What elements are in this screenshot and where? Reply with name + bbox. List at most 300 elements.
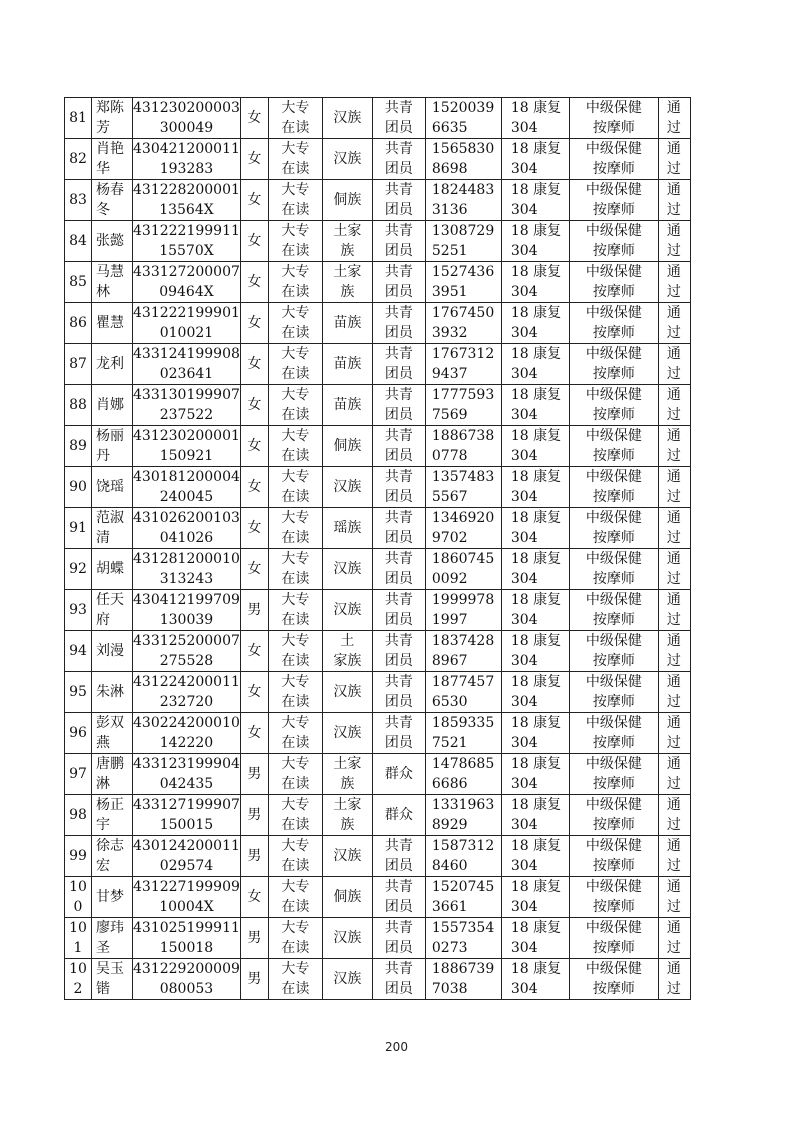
result-cell <box>658 877 690 918</box>
political-status: 共青 团员 <box>384 961 413 997</box>
student-name: 任天 府 <box>96 592 124 628</box>
class-name-cell <box>501 221 569 262</box>
student-name: 朱淋 <box>96 684 124 700</box>
row-number: 10 0 <box>69 879 87 915</box>
political-status: 共青 团员 <box>384 264 413 300</box>
education: 大专 在读 <box>281 961 310 997</box>
political-status-cell <box>372 672 425 713</box>
gender-cell <box>240 467 268 508</box>
education-cell <box>268 549 322 590</box>
table-row <box>65 344 691 385</box>
political-status-cell <box>372 959 425 1000</box>
phone-number-cell <box>425 508 501 549</box>
phone-number: 1520745 3661 <box>431 879 495 915</box>
class-name-cell <box>501 139 569 180</box>
phone-number-cell <box>425 754 501 795</box>
phone-number-cell <box>425 590 501 631</box>
result-cell <box>658 590 690 631</box>
phone-number-cell <box>425 344 501 385</box>
result-cell <box>658 713 690 754</box>
table-row <box>65 959 691 1000</box>
id-number-cell <box>133 221 241 262</box>
phone-number-cell <box>425 385 501 426</box>
gender-cell <box>240 98 268 139</box>
education-cell <box>268 262 322 303</box>
phone-number-cell <box>425 180 501 221</box>
table-row <box>65 631 691 672</box>
result: 通 过 <box>666 182 681 218</box>
education: 大专 在读 <box>281 469 310 505</box>
class-name-cell <box>501 795 569 836</box>
row-number-cell <box>65 672 92 713</box>
education: 大专 在读 <box>281 633 310 669</box>
ethnicity-cell <box>322 221 372 262</box>
education-cell <box>268 467 322 508</box>
row-number: 92 <box>69 561 87 577</box>
certificate-cell <box>569 631 658 672</box>
phone-number: 1886738 0778 <box>431 428 495 464</box>
education: 大专 在读 <box>281 797 310 833</box>
class-name: 18 康复 304 <box>510 838 562 874</box>
row-number-cell <box>65 631 92 672</box>
political-status: 共青 团员 <box>384 100 413 136</box>
student-name-cell <box>92 303 133 344</box>
class-name-cell <box>501 590 569 631</box>
row-number: 88 <box>69 397 87 413</box>
ethnicity: 土 家族 <box>333 633 362 669</box>
student-name: 肖娜 <box>96 397 124 413</box>
student-name-cell <box>92 508 133 549</box>
education: 大专 在读 <box>281 551 310 587</box>
ethnicity-cell <box>322 385 372 426</box>
result: 通 过 <box>666 961 681 997</box>
row-number-cell <box>65 303 92 344</box>
student-name: 龙利 <box>96 356 124 372</box>
student-name-cell <box>92 795 133 836</box>
political-status: 共青 团员 <box>384 223 413 259</box>
ethnicity: 汉族 <box>333 110 362 126</box>
gender-cell <box>240 139 268 180</box>
gender-cell <box>240 918 268 959</box>
phone-number-cell <box>425 672 501 713</box>
education-cell <box>268 713 322 754</box>
student-name-cell <box>92 672 133 713</box>
education: 大专 在读 <box>281 756 310 792</box>
id-number: 431228200001 13564X <box>133 182 240 218</box>
row-number-cell <box>65 139 92 180</box>
result-cell <box>658 672 690 713</box>
education: 大专 在读 <box>281 920 310 956</box>
ethnicity-cell <box>322 344 372 385</box>
political-status-cell <box>372 303 425 344</box>
result: 通 过 <box>666 715 681 751</box>
ethnicity-cell <box>322 139 372 180</box>
student-name-cell <box>92 221 133 262</box>
table-row <box>65 426 691 467</box>
phone-number: 1767312 9437 <box>431 346 495 382</box>
class-name: 18 康复 304 <box>510 100 562 136</box>
id-number: 430124200011 029574 <box>133 838 240 874</box>
class-name: 18 康复 304 <box>510 182 562 218</box>
page-number: 200 <box>385 1040 408 1054</box>
ethnicity-cell <box>322 180 372 221</box>
student-name: 肖艳 华 <box>96 141 124 177</box>
certificate: 中级保健 按摩师 <box>585 633 642 669</box>
result: 通 过 <box>666 305 681 341</box>
student-name: 廖玮 圣 <box>96 920 124 956</box>
certificate: 中级保健 按摩师 <box>585 387 642 423</box>
id-number-cell <box>133 590 241 631</box>
result-cell <box>658 303 690 344</box>
class-name: 18 康复 304 <box>510 633 562 669</box>
id-number-cell <box>133 795 241 836</box>
student-name: 甘梦 <box>96 889 124 905</box>
id-number-cell <box>133 754 241 795</box>
certificate-cell <box>569 426 658 467</box>
certificate: 中级保健 按摩师 <box>585 838 642 874</box>
education: 大专 在读 <box>281 510 310 546</box>
political-status: 共青 团员 <box>384 182 413 218</box>
gender: 女 <box>247 725 262 741</box>
id-number-cell <box>133 344 241 385</box>
result-cell <box>658 344 690 385</box>
political-status-cell <box>372 426 425 467</box>
id-number: 431224200011 232720 <box>133 674 240 710</box>
political-status-cell <box>372 221 425 262</box>
table-row <box>65 795 691 836</box>
ethnicity: 土家 族 <box>333 223 362 259</box>
result-cell <box>658 385 690 426</box>
id-number: 433123199904 042435 <box>133 756 240 792</box>
class-name-cell <box>501 508 569 549</box>
phone-number: 1860745 0092 <box>431 551 495 587</box>
gender: 女 <box>247 438 262 454</box>
student-name-cell <box>92 139 133 180</box>
gender-cell <box>240 508 268 549</box>
row-number-cell <box>65 590 92 631</box>
ethnicity-cell <box>322 795 372 836</box>
phone-number-cell <box>425 959 501 1000</box>
student-name: 杨正 宇 <box>96 797 124 833</box>
phone-number-cell <box>425 467 501 508</box>
political-status: 共青 团员 <box>384 838 413 874</box>
gender: 男 <box>247 930 262 946</box>
education: 大专 在读 <box>281 264 310 300</box>
ethnicity: 汉族 <box>333 151 362 167</box>
table-row <box>65 590 691 631</box>
id-number-cell <box>133 959 241 1000</box>
political-status-cell <box>372 877 425 918</box>
gender-cell <box>240 672 268 713</box>
certificate-cell <box>569 918 658 959</box>
student-name: 彭双 燕 <box>96 715 124 751</box>
ethnicity: 苗族 <box>333 356 362 372</box>
student-name: 马慧 林 <box>96 264 124 300</box>
education: 大专 在读 <box>281 428 310 464</box>
gender-cell <box>240 221 268 262</box>
certificate-cell <box>569 713 658 754</box>
education-cell <box>268 180 322 221</box>
gender: 女 <box>247 643 262 659</box>
education: 大专 在读 <box>281 100 310 136</box>
id-number-cell <box>133 180 241 221</box>
result: 通 过 <box>666 510 681 546</box>
row-number: 81 <box>69 110 87 126</box>
table-row <box>65 139 691 180</box>
education: 大专 在读 <box>281 346 310 382</box>
certificate-cell <box>569 262 658 303</box>
class-name: 18 康复 304 <box>510 797 562 833</box>
ethnicity: 土家 族 <box>333 756 362 792</box>
political-status: 共青 团员 <box>384 305 413 341</box>
table-row <box>65 508 691 549</box>
class-name-cell <box>501 98 569 139</box>
id-number-cell <box>133 918 241 959</box>
row-number: 10 2 <box>69 961 87 997</box>
education: 大专 在读 <box>281 223 310 259</box>
class-name-cell <box>501 713 569 754</box>
result: 通 过 <box>666 879 681 915</box>
id-number: 430181200004 240045 <box>133 469 240 505</box>
student-name-cell <box>92 836 133 877</box>
table-row <box>65 713 691 754</box>
class-name-cell <box>501 672 569 713</box>
id-number: 431227199909 10004X <box>133 879 240 915</box>
ethnicity: 汉族 <box>333 479 362 495</box>
certificate: 中级保健 按摩师 <box>585 100 642 136</box>
student-name-cell <box>92 385 133 426</box>
table-row <box>65 836 691 877</box>
gender-cell <box>240 590 268 631</box>
political-status-cell <box>372 98 425 139</box>
class-name: 18 康复 304 <box>510 223 562 259</box>
ethnicity: 土家 族 <box>333 797 362 833</box>
education: 大专 在读 <box>281 387 310 423</box>
row-number-cell <box>65 467 92 508</box>
certificate-cell <box>569 549 658 590</box>
result-cell <box>658 221 690 262</box>
certificate-cell <box>569 139 658 180</box>
table-row <box>65 877 691 918</box>
certificate-cell <box>569 385 658 426</box>
education-cell <box>268 959 322 1000</box>
ethnicity-cell <box>322 549 372 590</box>
class-name-cell <box>501 631 569 672</box>
certificate-cell <box>569 795 658 836</box>
certificate-cell <box>569 344 658 385</box>
student-name: 刘漫 <box>96 643 124 659</box>
ethnicity: 土家 族 <box>333 264 362 300</box>
student-name: 郑陈 芳 <box>96 100 124 136</box>
id-number: 431222199901 010021 <box>133 305 240 341</box>
phone-number-cell <box>425 303 501 344</box>
phone-number: 1346920 9702 <box>431 510 495 546</box>
political-status-cell <box>372 754 425 795</box>
phone-number-cell <box>425 918 501 959</box>
ethnicity: 侗族 <box>333 889 362 905</box>
class-name: 18 康复 304 <box>510 428 562 464</box>
result: 通 过 <box>666 223 681 259</box>
phone-number: 1777593 7569 <box>431 387 495 423</box>
id-number: 433125200007 275528 <box>133 633 240 669</box>
id-number: 433130199907 237522 <box>133 387 240 423</box>
id-number: 430224200010 142220 <box>133 715 240 751</box>
political-status-cell <box>372 590 425 631</box>
id-number: 433127200007 09464X <box>133 264 240 300</box>
class-name: 18 康复 304 <box>510 387 562 423</box>
ethnicity: 侗族 <box>333 438 362 454</box>
education-cell <box>268 754 322 795</box>
phone-number-cell <box>425 262 501 303</box>
ethnicity-cell <box>322 672 372 713</box>
certificate: 中级保健 按摩师 <box>585 592 642 628</box>
phone-number-cell <box>425 139 501 180</box>
id-number-cell <box>133 303 241 344</box>
student-name-cell <box>92 754 133 795</box>
result-cell <box>658 139 690 180</box>
class-name-cell <box>501 385 569 426</box>
phone-number: 1587312 8460 <box>431 838 495 874</box>
certificate: 中级保健 按摩师 <box>585 961 642 997</box>
phone-number: 1357483 5567 <box>431 469 495 505</box>
row-number-cell <box>65 549 92 590</box>
student-name: 胡蝶 <box>96 561 124 577</box>
political-status: 共青 团员 <box>384 510 413 546</box>
ethnicity-cell <box>322 754 372 795</box>
table-row <box>65 385 691 426</box>
class-name-cell <box>501 344 569 385</box>
student-name: 吴玉 锴 <box>96 961 124 997</box>
political-status-cell <box>372 836 425 877</box>
political-status: 共青 团员 <box>384 920 413 956</box>
certificate-cell <box>569 508 658 549</box>
row-number: 91 <box>69 520 87 536</box>
gender: 女 <box>247 397 262 413</box>
gender-cell <box>240 877 268 918</box>
gender: 男 <box>247 971 262 987</box>
education: 大专 在读 <box>281 715 310 751</box>
student-name-cell <box>92 713 133 754</box>
gender-cell <box>240 385 268 426</box>
certificate: 中级保健 按摩师 <box>585 797 642 833</box>
gender: 男 <box>247 602 262 618</box>
row-number: 96 <box>69 725 87 741</box>
certificate-cell <box>569 180 658 221</box>
result: 通 过 <box>666 551 681 587</box>
row-number-cell <box>65 262 92 303</box>
certificate-cell <box>569 836 658 877</box>
row-number-cell <box>65 385 92 426</box>
gender: 女 <box>247 479 262 495</box>
id-number-cell <box>133 262 241 303</box>
phone-number: 1527436 3951 <box>431 264 495 300</box>
certificate-cell <box>569 959 658 1000</box>
result: 通 过 <box>666 592 681 628</box>
political-status-cell <box>372 918 425 959</box>
ethnicity: 汉族 <box>333 561 362 577</box>
phone-number: 1999978 1997 <box>431 592 495 628</box>
gender: 女 <box>247 274 262 290</box>
political-status-cell <box>372 631 425 672</box>
student-name-cell <box>92 918 133 959</box>
ethnicity-cell <box>322 836 372 877</box>
row-number-cell <box>65 795 92 836</box>
certificate: 中级保健 按摩师 <box>585 428 642 464</box>
education-cell <box>268 672 322 713</box>
certificate-cell <box>569 590 658 631</box>
class-name: 18 康复 304 <box>510 141 562 177</box>
phone-number: 1331963 8929 <box>431 797 495 833</box>
row-number-cell <box>65 508 92 549</box>
class-name: 18 康复 304 <box>510 756 562 792</box>
education: 大专 在读 <box>281 674 310 710</box>
gender-cell <box>240 180 268 221</box>
education-cell <box>268 918 322 959</box>
row-number: 98 <box>69 807 87 823</box>
row-number-cell <box>65 221 92 262</box>
row-number: 93 <box>69 602 87 618</box>
id-number-cell <box>133 549 241 590</box>
row-number-cell <box>65 426 92 467</box>
political-status: 共青 团员 <box>384 387 413 423</box>
certificate: 中级保健 按摩师 <box>585 551 642 587</box>
ethnicity: 汉族 <box>333 848 362 864</box>
student-name: 杨春 冬 <box>96 182 124 218</box>
certificate-cell <box>569 467 658 508</box>
ethnicity: 苗族 <box>333 315 362 331</box>
political-status: 群众 <box>384 807 413 823</box>
ethnicity-cell <box>322 918 372 959</box>
political-status-cell <box>372 795 425 836</box>
certificate-cell <box>569 98 658 139</box>
id-number-cell <box>133 98 241 139</box>
row-number-cell <box>65 98 92 139</box>
row-number: 89 <box>69 438 87 454</box>
student-name: 范淑 清 <box>96 510 124 546</box>
class-name-cell <box>501 836 569 877</box>
row-number-cell <box>65 959 92 1000</box>
education-cell <box>268 98 322 139</box>
class-name: 18 康复 304 <box>510 264 562 300</box>
phone-number: 1565830 8698 <box>431 141 495 177</box>
result: 通 过 <box>666 797 681 833</box>
id-number-cell <box>133 836 241 877</box>
table-row <box>65 672 691 713</box>
gender: 女 <box>247 233 262 249</box>
education: 大专 在读 <box>281 838 310 874</box>
phone-number-cell <box>425 877 501 918</box>
class-name: 18 康复 304 <box>510 674 562 710</box>
class-name: 18 康复 304 <box>510 715 562 751</box>
result: 通 过 <box>666 838 681 874</box>
phone-number: 1824483 3136 <box>431 182 495 218</box>
political-status: 共青 团员 <box>384 715 413 751</box>
political-status-cell <box>372 467 425 508</box>
phone-number: 1837428 8967 <box>431 633 495 669</box>
gender-cell <box>240 713 268 754</box>
result: 通 过 <box>666 633 681 669</box>
certificate: 中级保健 按摩师 <box>585 756 642 792</box>
id-number-cell <box>133 426 241 467</box>
certificate: 中级保健 按摩师 <box>585 674 642 710</box>
student-name: 饶瑶 <box>96 479 124 495</box>
political-status-cell <box>372 344 425 385</box>
row-number-cell <box>65 754 92 795</box>
certificate-cell <box>569 877 658 918</box>
class-name: 18 康复 304 <box>510 879 562 915</box>
certificate: 中级保健 按摩师 <box>585 715 642 751</box>
student-name-cell <box>92 549 133 590</box>
